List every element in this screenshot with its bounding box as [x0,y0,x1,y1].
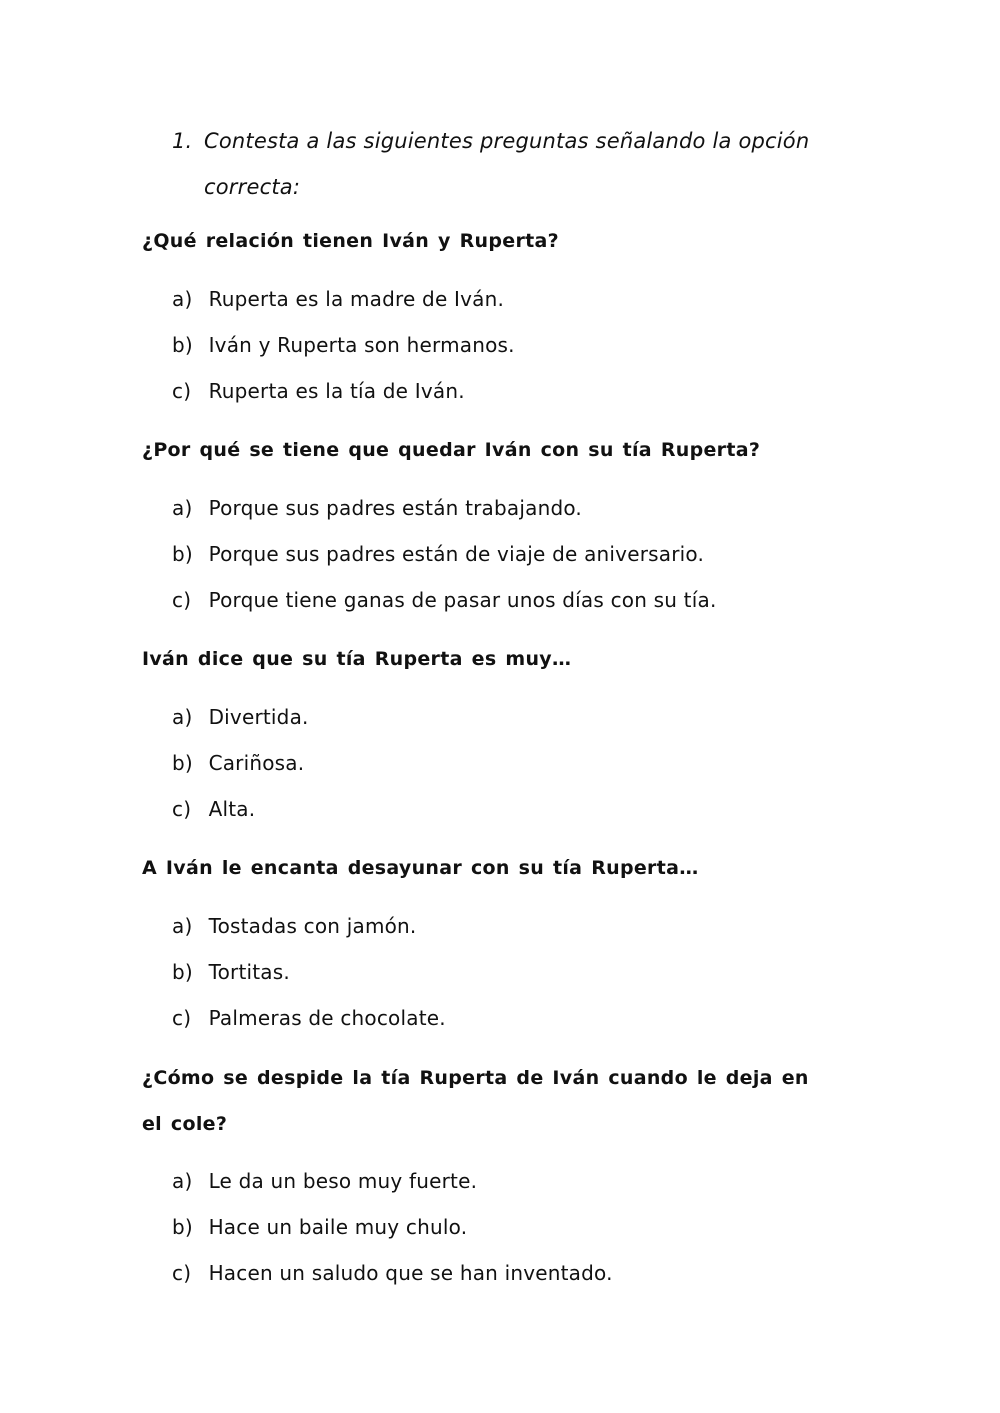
question-3-option-c[interactable] [172,794,812,824]
option-letter: c) [172,588,192,612]
instruction-number: 1. [172,129,193,153]
option-text: Porque tiene ganas de pasar unos días con su tía. [208,588,717,612]
question-5: ¿Cómo se despide la tía Ruperta de Iván cuando le deja en el cole? [142,1067,809,1135]
question-1: ¿Qué relación tienen Iván y Ruperta? [142,230,559,252]
option-text: Iván y Ruperta son hermanos. [208,333,515,357]
question-1-option-c[interactable] [172,376,812,406]
option-letter: a) [172,496,193,520]
option-letter: b) [172,1215,193,1239]
option-letter: c) [172,1261,192,1285]
question-3-option-a[interactable] [172,702,812,732]
option-text: Porque sus padres están de viaje de aniversario. [208,542,705,566]
question-2-option-c[interactable] [172,585,812,615]
option-text: Ruperta es la tía de Iván. [208,379,465,403]
question-1-option-a[interactable] [172,284,812,314]
option-letter: c) [172,797,192,821]
question-2: ¿Por qué se tiene que quedar Iván con su tía Ruperta? [142,439,761,461]
option-text: Tortitas. [208,960,290,984]
question-3: Iván dice que su tía Ruperta es muy… [142,648,572,670]
question-5-option-b[interactable] [172,1212,812,1242]
option-letter: b) [172,751,193,775]
question-3-option-b[interactable] [172,748,812,778]
question-4-option-c[interactable] [172,1003,812,1033]
option-letter: a) [172,1169,193,1193]
question-5-option-a[interactable] [172,1166,812,1196]
option-text: Palmeras de chocolate. [208,1006,446,1030]
option-text: Alta. [208,797,256,821]
option-text: Hacen un saludo que se han inventado. [208,1261,613,1285]
question-4: A Iván le encanta desayunar con su tía Ruperta… [142,857,699,879]
question-2-option-a[interactable] [172,493,812,523]
option-text: Cariñosa. [208,751,305,775]
question-4-option-b[interactable] [172,957,812,987]
option-text: Divertida. [208,705,309,729]
option-letter: c) [172,379,192,403]
option-letter: b) [172,960,193,984]
instruction [172,118,832,210]
option-text: Le da un beso muy fuerte. [208,1169,478,1193]
instruction-text: Contesta a las siguientes preguntas señalando la opción correcta: [204,129,810,199]
option-text: Porque sus padres están trabajando. [208,496,582,520]
option-text: Tostadas con jamón. [208,914,417,938]
option-letter: a) [172,914,193,938]
option-letter: c) [172,1006,192,1030]
question-5-option-c[interactable] [172,1258,812,1288]
option-letter: a) [172,705,193,729]
question-1-option-b[interactable] [172,330,812,360]
option-letter: b) [172,542,193,566]
option-letter: b) [172,333,193,357]
question-4-option-a[interactable] [172,911,812,941]
option-text: Ruperta es la madre de Iván. [208,287,505,311]
question-2-option-b[interactable] [172,539,812,569]
option-letter: a) [172,287,193,311]
option-text: Hace un baile muy chulo. [208,1215,468,1239]
